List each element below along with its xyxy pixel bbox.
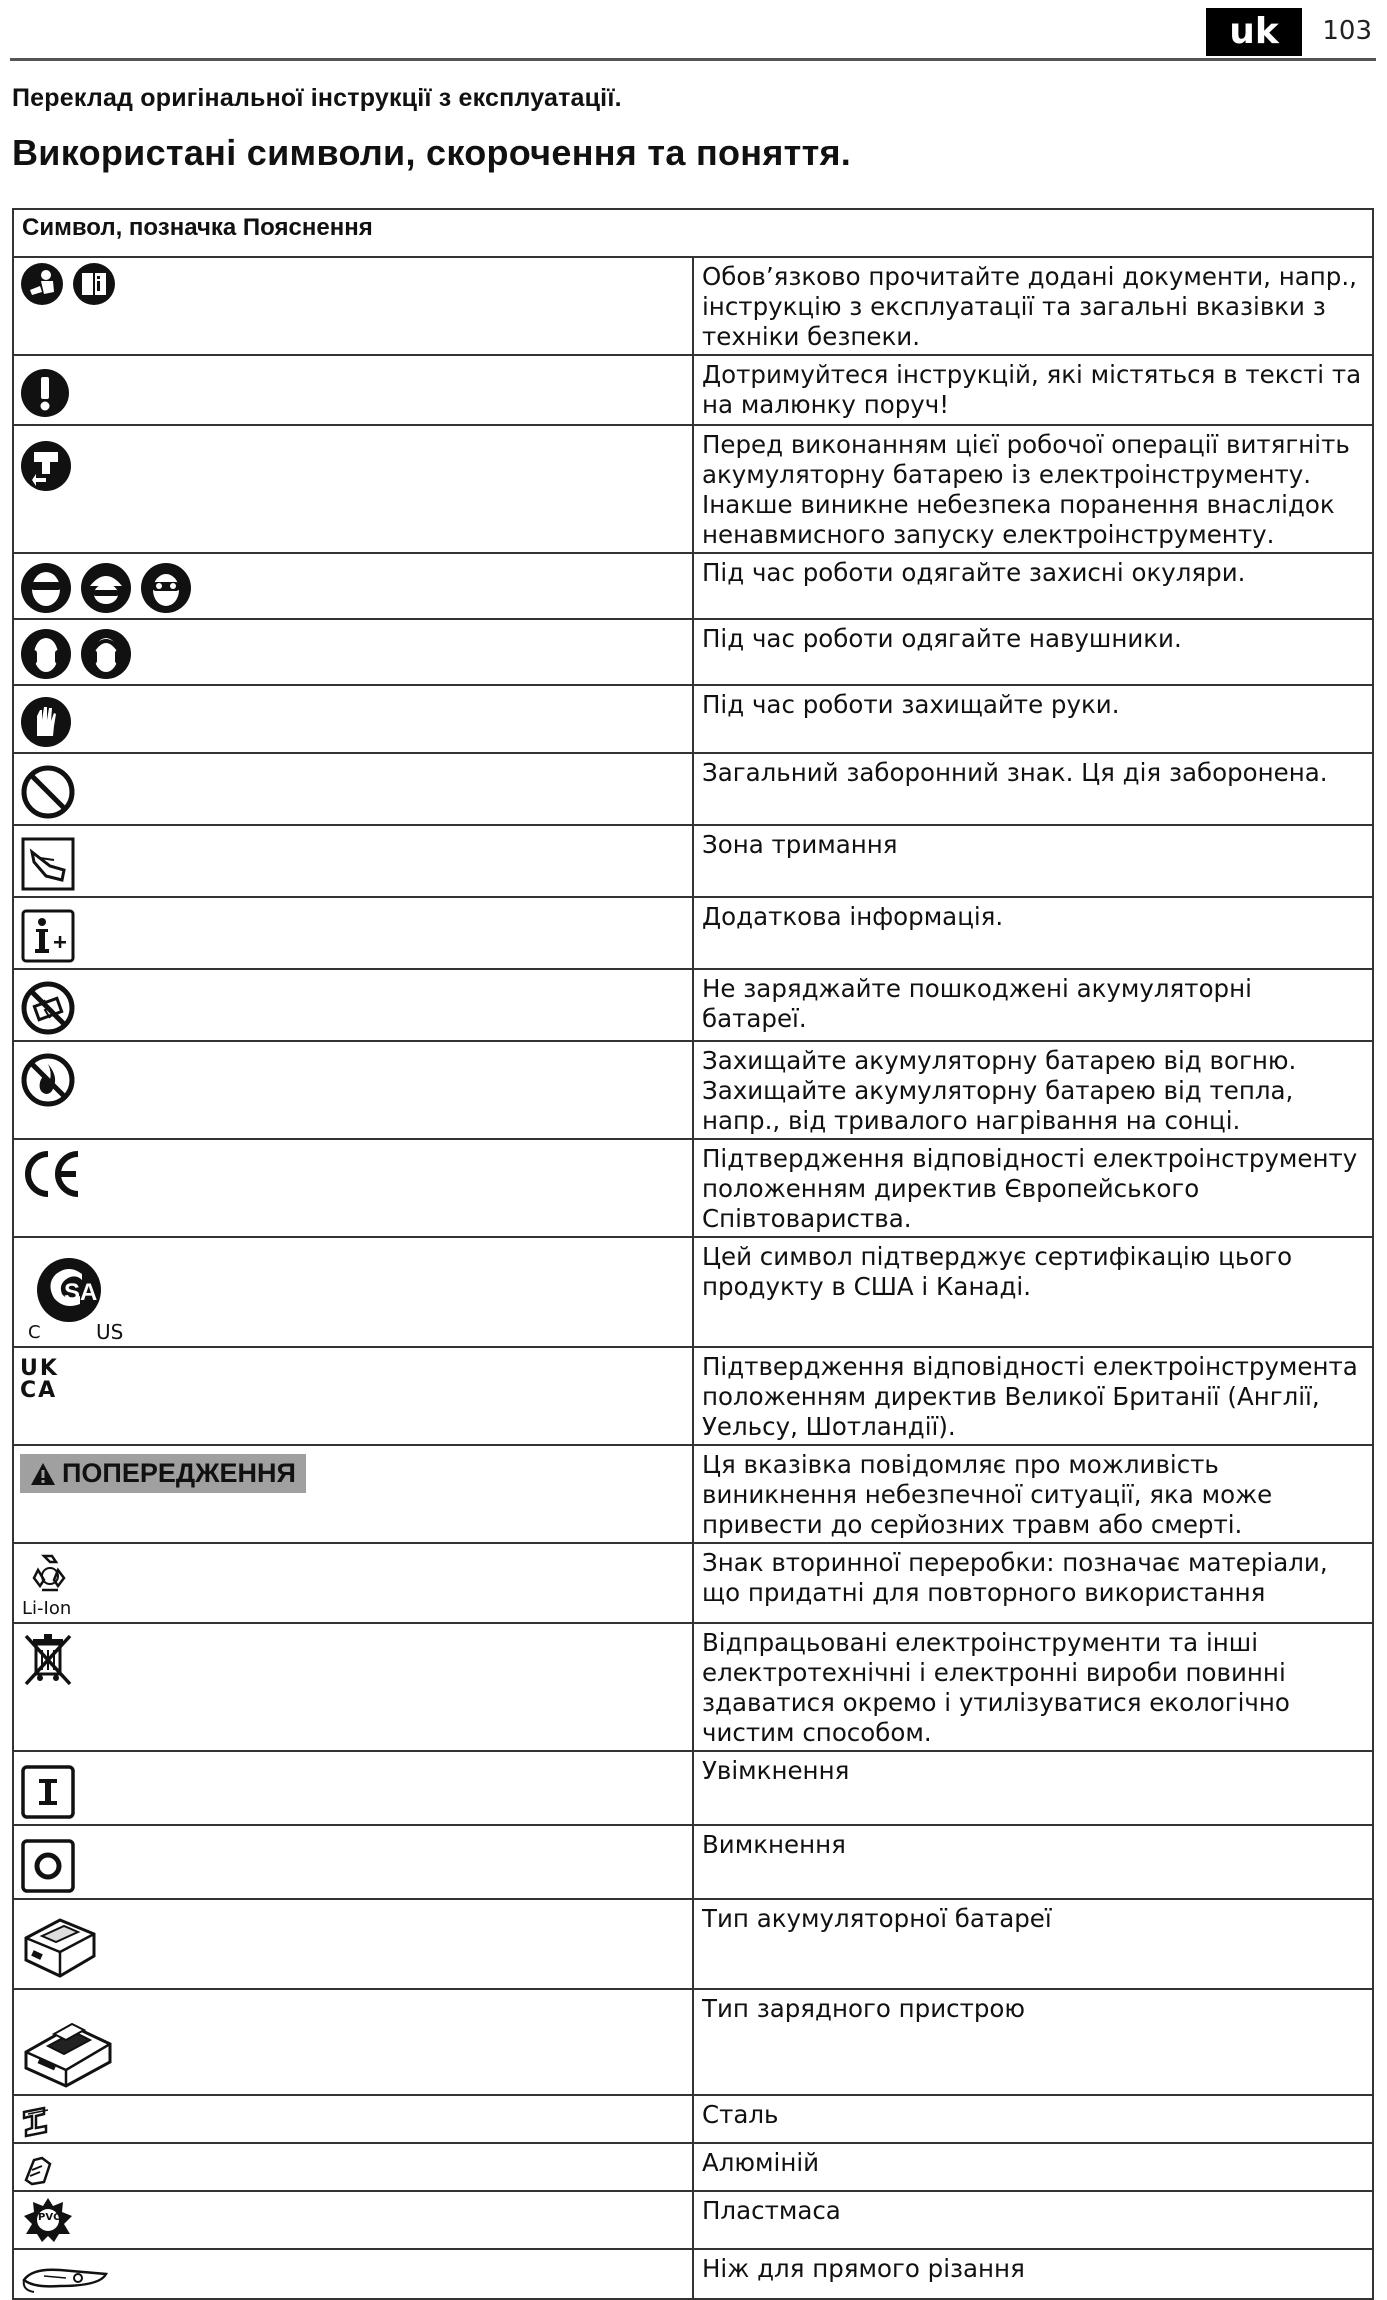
table-row bbox=[13, 753, 1373, 825]
warning-badge-label: ПОПЕРЕДЖЕННЯ bbox=[62, 1458, 296, 1488]
csa-canada-label: C bbox=[28, 1322, 41, 1343]
safety-goggles-icon bbox=[20, 562, 72, 614]
csa-us-label: US bbox=[96, 1320, 124, 1344]
explanation-cell: Під час роботи одягайте навушники. bbox=[693, 619, 1373, 685]
table-header bbox=[13, 209, 1373, 257]
ce-mark-icon bbox=[20, 1148, 84, 1200]
ukca-icon bbox=[20, 1358, 686, 1402]
table-row bbox=[13, 1623, 1373, 1751]
pvc-label: PVC bbox=[38, 2212, 61, 2223]
header-symbol-label: Символ, позначка bbox=[22, 214, 237, 241]
ukca-line-2: CA bbox=[20, 1378, 58, 1403]
explanation-cell: Під час роботи одягайте захисні окуляри. bbox=[693, 553, 1373, 619]
explanation-cell: Під час роботи захищайте руки. bbox=[693, 685, 1373, 753]
helmet-goggles-icon bbox=[80, 562, 132, 614]
explanation-cell: Додаткова інформація. bbox=[693, 897, 1373, 969]
aluminium-icon bbox=[20, 2152, 56, 2186]
face-goggles-icon bbox=[140, 562, 192, 614]
csa-icon bbox=[34, 1254, 104, 1326]
no-damaged-battery-icon bbox=[20, 980, 76, 1036]
table-row bbox=[13, 2191, 1373, 2249]
table-row bbox=[13, 2143, 1373, 2191]
warning-badge bbox=[20, 1454, 306, 1493]
table-row bbox=[13, 2095, 1373, 2143]
table-row bbox=[13, 1543, 1373, 1623]
document-subtitle: Переклад оригінальної інструкції з експлуатації. bbox=[12, 84, 622, 112]
explanation-cell: Підтвердження відповідності електроінструменту положенням директив Європейського Співтовариства. bbox=[693, 1139, 1373, 1237]
table-row bbox=[13, 619, 1373, 685]
table-row bbox=[13, 553, 1373, 619]
ukca-line-1: UK bbox=[20, 1356, 59, 1381]
table-header-row bbox=[13, 209, 1373, 257]
explanation-cell: Вимкнення bbox=[693, 1825, 1373, 1899]
explanation-cell: Ніж для прямого різання bbox=[693, 2249, 1373, 2299]
prohibition-icon bbox=[20, 764, 76, 820]
section-title: Використані символи, скорочення та поняття. bbox=[12, 132, 852, 173]
warning-triangle-icon bbox=[30, 1462, 56, 1486]
table-row bbox=[13, 257, 1373, 355]
table-row bbox=[13, 969, 1373, 1041]
table-row bbox=[13, 1139, 1373, 1237]
no-fire-icon bbox=[20, 1052, 76, 1108]
manual-book-icon bbox=[72, 262, 116, 306]
remove-battery-icon bbox=[20, 440, 72, 492]
gloves-icon bbox=[20, 696, 72, 748]
header-explanation-label: Пояснення bbox=[242, 214, 373, 241]
power-off-icon bbox=[20, 1838, 76, 1894]
table-row bbox=[13, 897, 1373, 969]
symbols-table bbox=[12, 208, 1374, 2300]
explanation-cell: Відпрацьовані електроінструменти та інші електротехнічні і електронні вироби повинні здаватися окремо і утилізуватися екологічно чистим способом. bbox=[693, 1623, 1373, 1751]
attention-icon bbox=[20, 368, 70, 418]
page-number: 103 bbox=[1322, 16, 1372, 46]
table-row bbox=[13, 355, 1373, 425]
table-row bbox=[13, 1899, 1373, 1989]
explanation-cell: Увімкнення bbox=[693, 1751, 1373, 1825]
info-plus-icon bbox=[20, 908, 76, 964]
explanation-cell: Підтвердження відповідності електроінструмента положенням директив Великої Британії (Англії, Уельсу, Шотландії). bbox=[693, 1347, 1373, 1445]
steel-icon bbox=[20, 2104, 56, 2138]
table-row bbox=[13, 425, 1373, 553]
grip-zone-icon bbox=[20, 836, 76, 892]
battery-type-icon bbox=[20, 1908, 100, 1984]
explanation-cell: Алюміній bbox=[693, 2143, 1373, 2191]
explanation-cell: Не заряджайте пошкоджені акумуляторні батареї. bbox=[693, 969, 1373, 1041]
table-row bbox=[13, 1445, 1373, 1543]
weee-bin-icon bbox=[20, 1630, 76, 1690]
explanation-cell: Зона тримання bbox=[693, 825, 1373, 897]
table-row bbox=[13, 1041, 1373, 1139]
explanation-cell: Тип акумуляторної батареї bbox=[693, 1899, 1373, 1989]
read-manual-icon bbox=[20, 262, 64, 306]
language-tab: uk bbox=[1206, 8, 1302, 56]
page-header bbox=[10, 8, 1376, 61]
explanation-cell: Пластмаса bbox=[693, 2191, 1373, 2249]
explanation-cell: Тип зарядного пристрою bbox=[693, 1989, 1373, 2095]
ear-protection-icon bbox=[20, 628, 72, 680]
explanation-cell: Перед виконанням цієї робочої операції витягніть акумуляторну батарею із електроінструменту. Інакше виникне небезпека поранення внаслідок ненавмисного запуску електроінструменту. bbox=[693, 425, 1373, 553]
charger-type-icon bbox=[20, 2004, 116, 2090]
explanation-cell: Знак вторинної переробки: позначає матеріали, що придатні для повторного використання bbox=[693, 1543, 1373, 1623]
explanation-cell: Цей символ підтверджує сертифікацію цього продукту в США і Канаді. bbox=[693, 1237, 1373, 1347]
explanation-cell: Ця вказівка повідомляє про можливість виникнення небезпечної ситуації, яка може привести до серйозних травм або смерті. bbox=[693, 1445, 1373, 1543]
recycling-icon bbox=[28, 1550, 74, 1600]
explanation-cell: Дотримуйтеся інструкцій, які містяться в тексті та на малюнку поруч! bbox=[693, 355, 1373, 425]
explanation-cell: Обов’язково прочитайте додані документи, напр., інструкцію з експлуатації та загальні вказівки з техніки безпеки. bbox=[693, 257, 1373, 355]
recycling-label: Li-Ion bbox=[22, 1598, 72, 1619]
ear-muffs-icon bbox=[80, 628, 132, 680]
straight-blade-icon bbox=[20, 2260, 110, 2294]
table-row bbox=[13, 1237, 1373, 1347]
table-row bbox=[13, 2249, 1373, 2299]
table-row bbox=[13, 685, 1373, 753]
table-row bbox=[13, 1825, 1373, 1899]
explanation-cell: Сталь bbox=[693, 2095, 1373, 2143]
explanation-cell: Захищайте акумуляторну батарею від вогню. Захищайте акумуляторну батарею від тепла, напр., від тривалого нагрівання на сонці. bbox=[693, 1041, 1373, 1139]
table-row bbox=[13, 1989, 1373, 2095]
table-row bbox=[13, 825, 1373, 897]
explanation-cell: Загальний заборонний знак. Ця дія заборонена. bbox=[693, 753, 1373, 825]
svg-text:SA: SA bbox=[64, 1279, 98, 1306]
table-row bbox=[13, 1347, 1373, 1445]
table-row bbox=[13, 1751, 1373, 1825]
power-on-icon bbox=[20, 1764, 76, 1820]
